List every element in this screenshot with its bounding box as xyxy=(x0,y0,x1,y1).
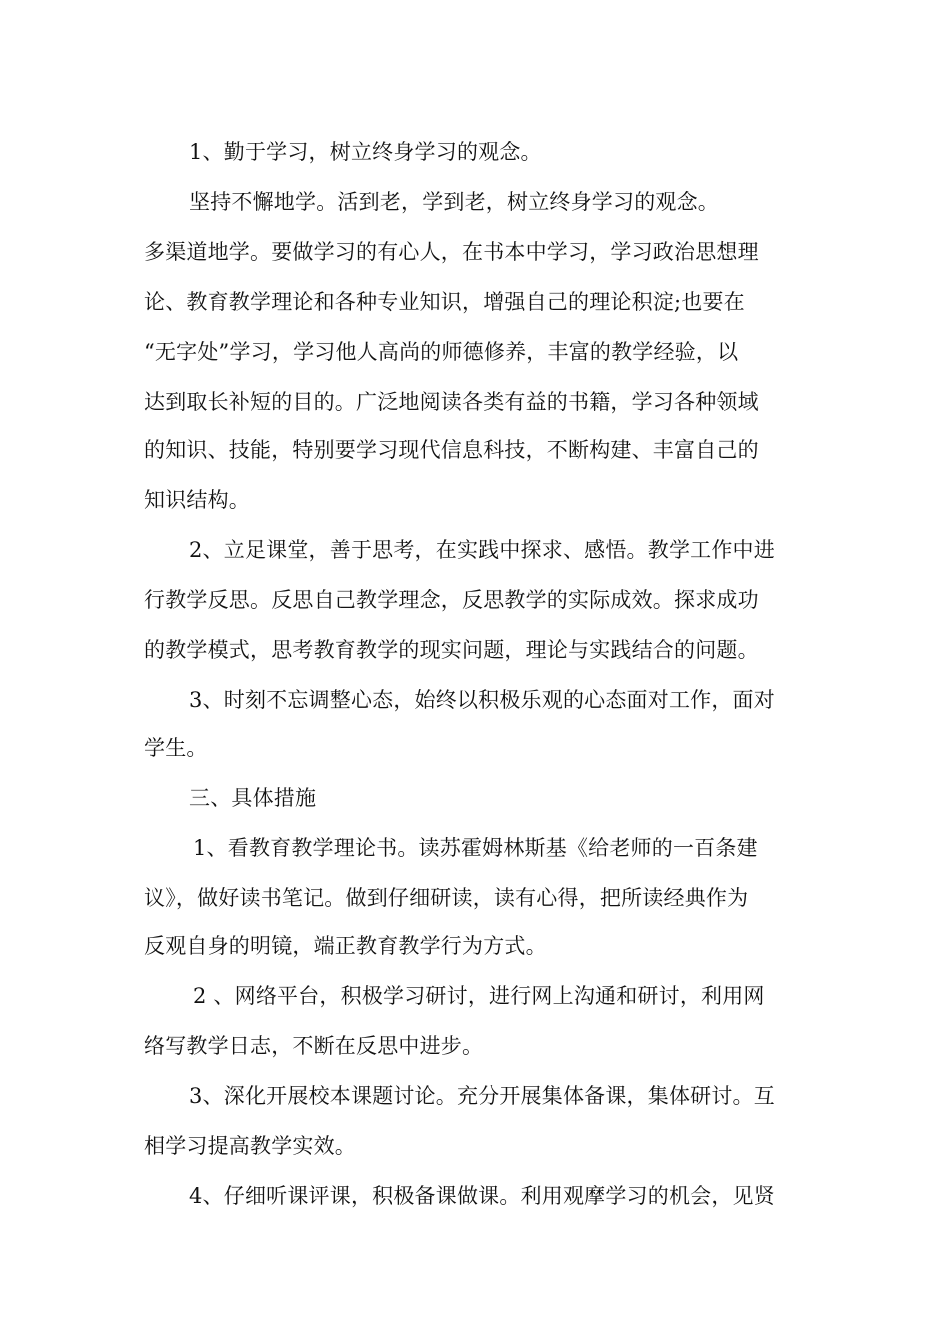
paragraph-line: 3、时刻不忘调整心态，始终以积极乐观的心态面对工作，面对 xyxy=(189,688,775,712)
paragraph-line: 知识结构。 xyxy=(144,488,250,512)
paragraph-line: 1、看教育教学理论书。读苏霍姆林斯基《给老师的一百条建 xyxy=(193,836,758,860)
paragraph-line: 4、仔细听课评课，积极备课做课。利用观摩学习的机会，见贤 xyxy=(189,1184,775,1208)
paragraph-line: 反观自身的明镜，端正教育教学行为方式。 xyxy=(144,934,547,958)
paragraph-line: 2 、网络平台，积极学习研讨，进行网上沟通和研讨，利用网 xyxy=(193,984,765,1008)
paragraph-line: 论、教育教学理论和各种专业知识，增强自己的理论积淀;也要在 xyxy=(144,290,745,314)
paragraph-line: 达到取长补短的目的。广泛地阅读各类有益的书籍，学习各种领域 xyxy=(144,390,759,414)
paragraph-line: 多渠道地学。要做学习的有心人，在书本中学习，学习政治思想理 xyxy=(144,240,759,264)
paragraph-line: 3、深化开展校本课题讨论。充分开展集体备课，集体研讨。互 xyxy=(189,1084,775,1108)
paragraph-line: 行教学反思。反思自己教学理念，反思教学的实际成效。探求成功 xyxy=(144,588,759,612)
paragraph-line: 2、立足课堂，善于思考，在实践中探求、感悟。教学工作中进 xyxy=(189,538,775,562)
paragraph-line: “无字处”学习，学习他人高尚的师德修养，丰富的教学经验，以 xyxy=(144,340,739,364)
paragraph-line: 学生。 xyxy=(144,736,208,760)
paragraph-line: 1、勤于学习，树立终身学习的观念。 xyxy=(189,140,542,164)
paragraph-line: 相学习提高教学实效。 xyxy=(144,1134,356,1158)
section-heading: 三、具体措施 xyxy=(189,786,317,810)
paragraph-line: 的知识、技能，特别要学习现代信息科技，不断构建、丰富自己的 xyxy=(144,438,759,462)
paragraph-line: 络写教学日志，不断在反思中进步。 xyxy=(144,1034,484,1058)
paragraph-line: 议》，做好读书笔记。做到仔细研读，读有心得，把所读经典作为 xyxy=(144,886,749,910)
paragraph-line: 坚持不懈地学。活到老，学到老，树立终身学习的观念。 xyxy=(189,190,719,214)
paragraph-line: 的教学模式，思考教育教学的现实问题，理论与实践结合的问题。 xyxy=(144,638,759,662)
